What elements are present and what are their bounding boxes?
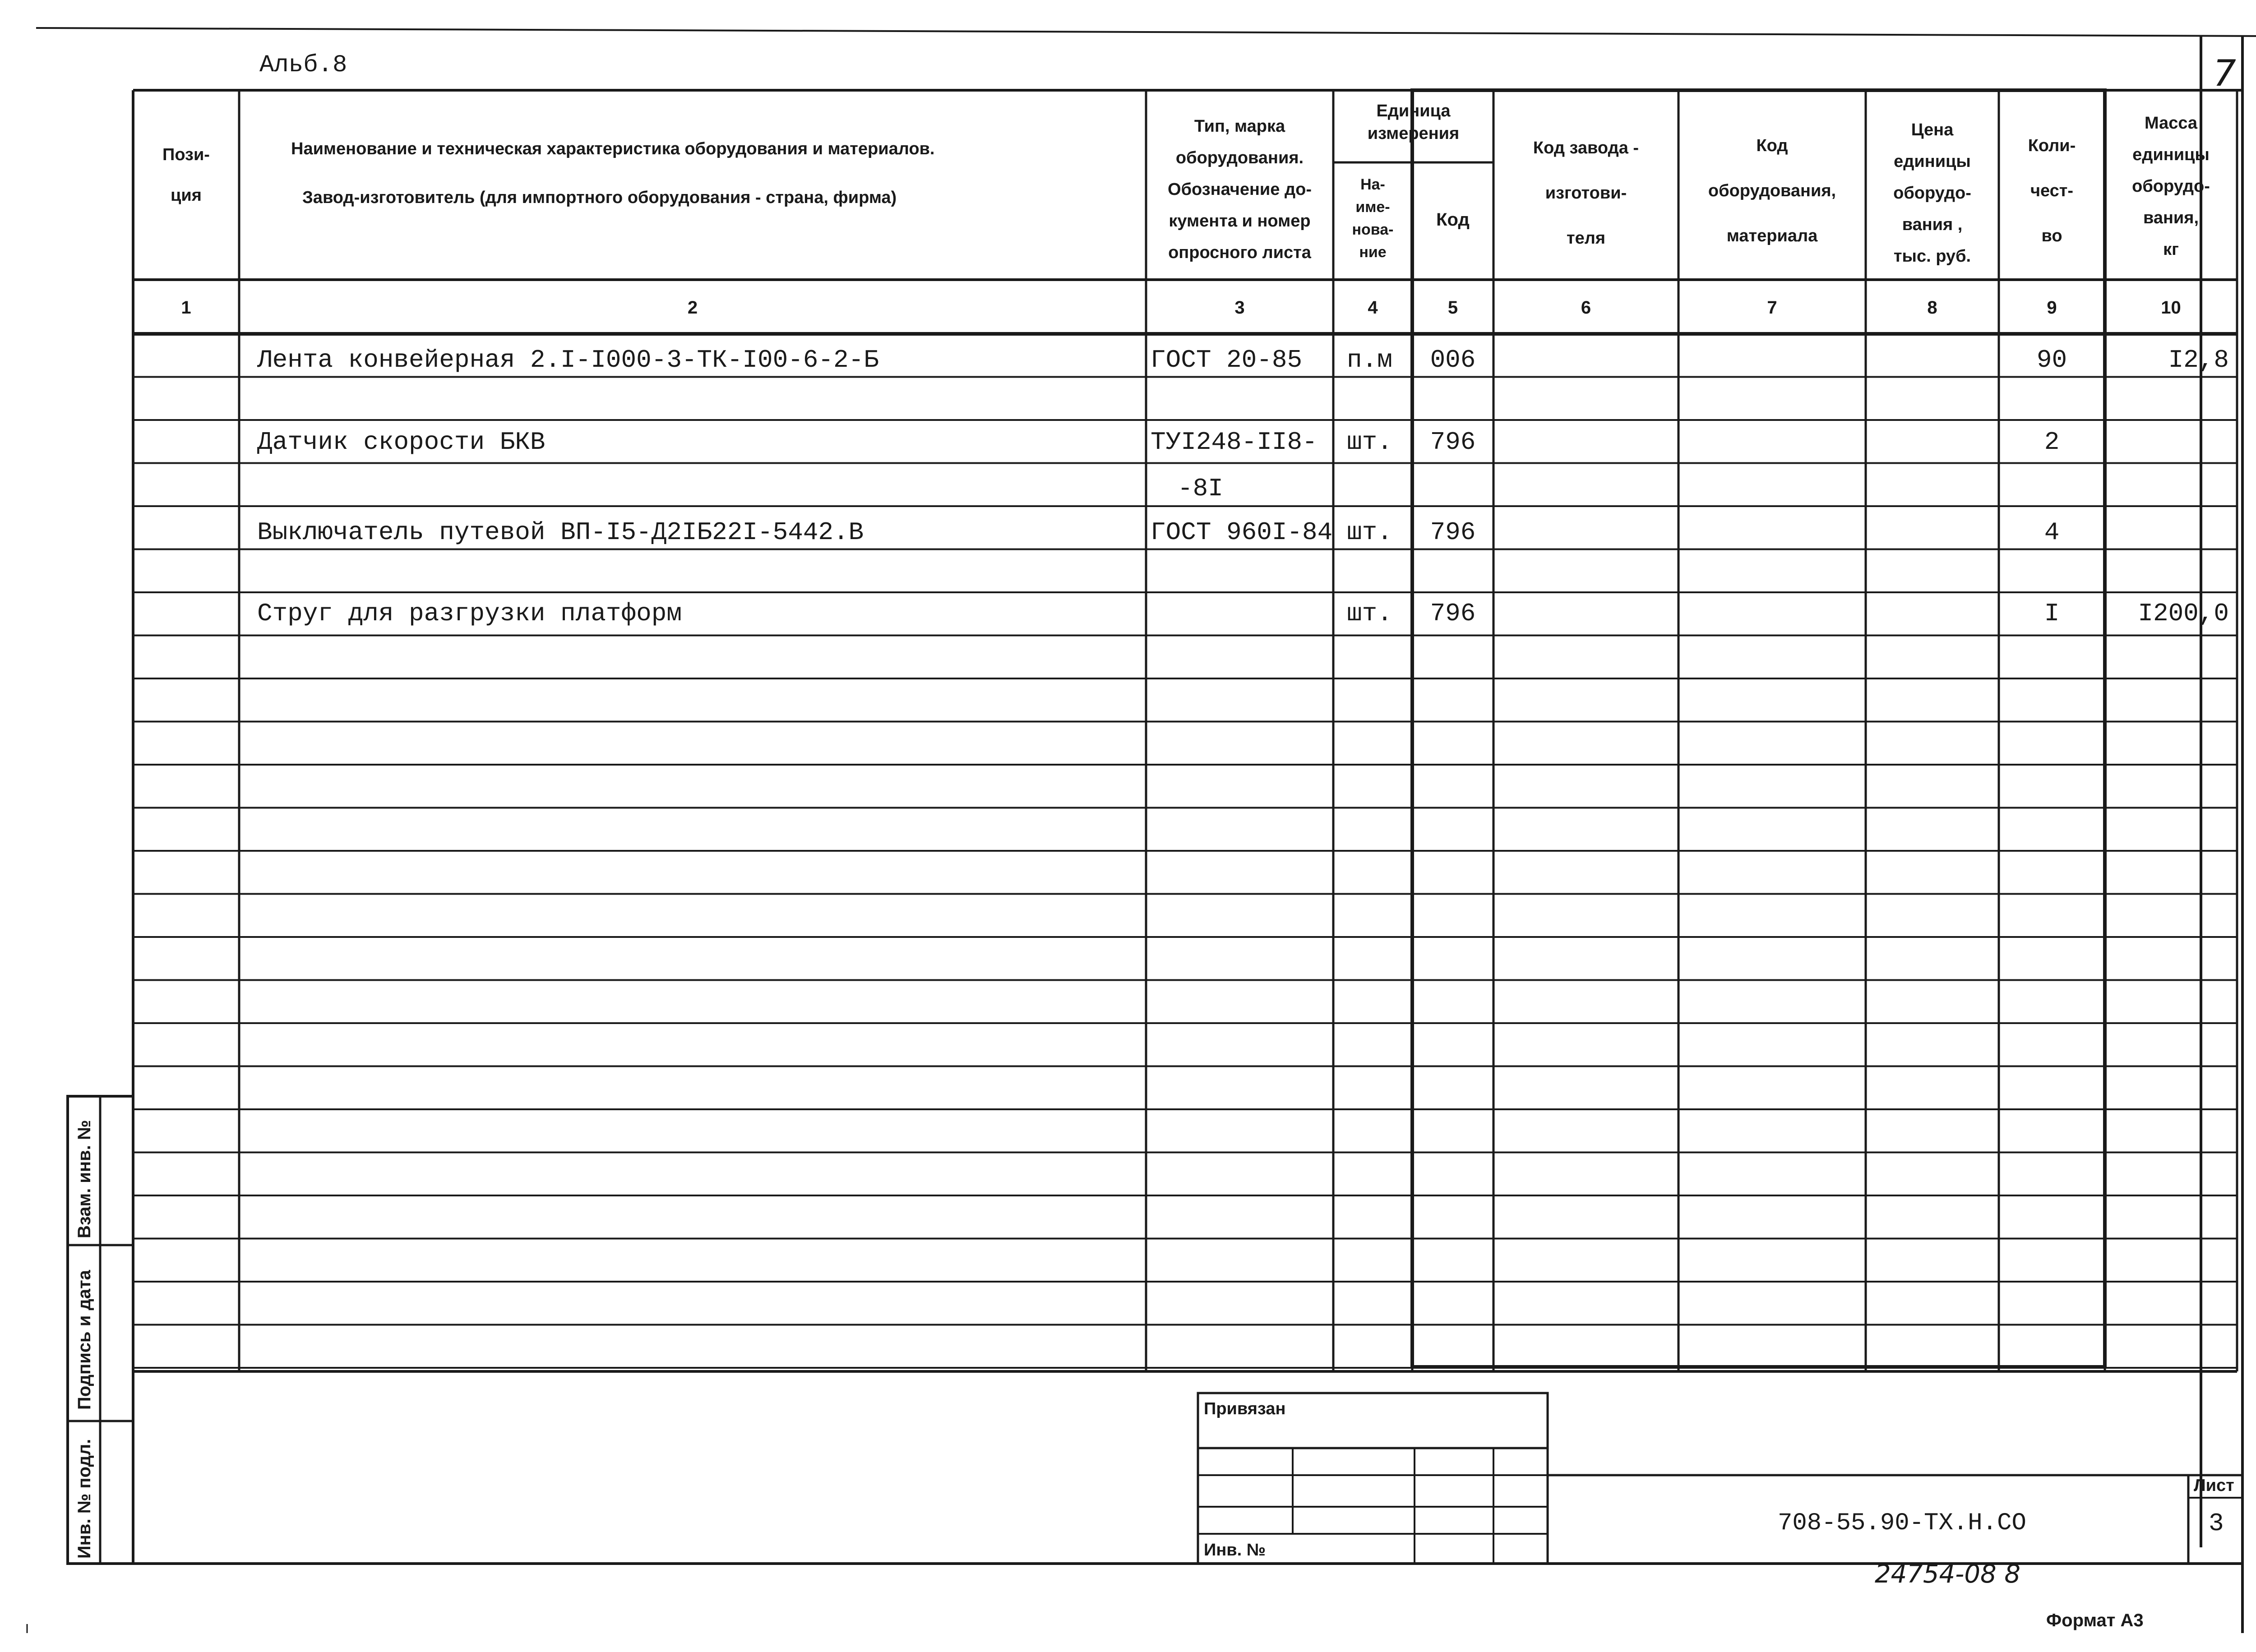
side-stamp-inventory: Инв. № подл.	[74, 1439, 94, 1559]
header-type-document: опросного листа	[1168, 243, 1311, 262]
row-unit-mass: I2,8	[2168, 346, 2229, 374]
row-item-name: Лента конвейерная 2.I-I000-3-ТК-I00-6-2-Б	[257, 346, 879, 374]
header-unit-group: измерения	[1367, 124, 1460, 143]
header-unit-price: тыс. руб.	[1893, 247, 1971, 266]
header-quantity: Коли-	[2028, 136, 2076, 155]
row-unit-code: 796	[1430, 518, 1476, 547]
row-unit-name: п.м	[1347, 346, 1392, 374]
header-position: Пози-	[162, 145, 210, 164]
side-stamp-replacement: Взам. инв. №	[74, 1120, 94, 1238]
row-unit-name: шт.	[1347, 428, 1392, 457]
header-unit-mass: Масса	[2144, 114, 2198, 133]
header-unit-name: име-	[1355, 198, 1390, 216]
row-unit-code: 796	[1430, 599, 1476, 628]
row-document: ТУI248-II8-	[1151, 428, 1318, 457]
header-type-document: кумента и номер	[1169, 212, 1311, 231]
table-header	[162, 102, 2210, 266]
specification-grid	[133, 90, 2237, 1371]
row-quantity: 4	[2044, 518, 2060, 547]
header-position: ция	[171, 186, 202, 205]
header-factory-code: теля	[1566, 229, 1606, 248]
row-unit-mass: I200,0	[2138, 599, 2229, 628]
header-unit-name: На-	[1360, 176, 1385, 193]
header-unit-mass: оборудо-	[2132, 177, 2210, 196]
row-unit-name: шт.	[1347, 518, 1392, 547]
row-quantity: 2	[2044, 428, 2060, 457]
column-number: 10	[2161, 298, 2181, 318]
header-factory-code: Код завода -	[1533, 138, 1639, 157]
frame-lines	[27, 28, 2256, 1633]
header-equipment-code: Код	[1756, 136, 1788, 155]
row-document: ГОСТ 20-85	[1151, 346, 1303, 374]
header-factory-code: изготови-	[1545, 184, 1627, 203]
column-number: 9	[2047, 298, 2057, 318]
column-number: 2	[687, 298, 698, 318]
header-equipment-code: материала	[1726, 226, 1818, 245]
bold-column-frame	[1412, 90, 2105, 1367]
column-number: 6	[1581, 298, 1591, 318]
column-number: 7	[1767, 298, 1777, 318]
header-unit-price: вания ,	[1902, 215, 1963, 234]
header-type-document: Обозначение до-	[1168, 180, 1312, 199]
table-body	[257, 346, 2229, 628]
header-unit-code: Код	[1436, 210, 1470, 230]
header-quantity: во	[2041, 226, 2062, 245]
title-block	[1198, 1393, 2242, 1564]
row-unit-code: 006	[1430, 346, 1476, 374]
header-name: Наименование и техническая характеристика оборудования и материалов.	[291, 139, 935, 158]
header-equipment-code: оборудования,	[1708, 181, 1836, 200]
handwritten-number: 24754-08 8	[1875, 1560, 2021, 1589]
column-number: 5	[1447, 298, 1458, 318]
header-type-document: Тип, марка	[1194, 117, 1285, 136]
header-type-document: оборудования.	[1175, 148, 1304, 167]
column-number: 1	[181, 298, 191, 318]
format-label: Формат А3	[2046, 1610, 2144, 1630]
side-stamp	[68, 1096, 133, 1564]
header-unit-group: Единица	[1376, 102, 1451, 120]
row-quantity: I	[2044, 599, 2060, 628]
page-corner-number: 7	[2213, 52, 2236, 94]
sheet-number: 3	[2209, 1509, 2224, 1538]
side-stamp-signature: Подпись и дата	[74, 1270, 94, 1410]
album-label: Альб.8	[259, 51, 347, 79]
row-document: ГОСТ 960I-84	[1151, 518, 1333, 547]
row-unit-name: шт.	[1347, 599, 1392, 628]
document-code: 708-55.90-ТХ.Н.СО	[1778, 1509, 2026, 1537]
sheet-label: Лист	[2194, 1476, 2234, 1495]
header-quantity: чест-	[2030, 181, 2074, 200]
header-name: Завод-изготовитель (для импортного оборудования - страна, фирма)	[302, 188, 897, 207]
column-number: 3	[1234, 298, 1245, 318]
inventory-label: Инв. №	[1204, 1541, 1266, 1560]
header-unit-name: ние	[1359, 244, 1387, 261]
header-unit-price: оборудо-	[1893, 184, 1971, 203]
header-unit-mass: вания,	[2143, 208, 2199, 227]
row-unit-code: 796	[1430, 428, 1476, 457]
header-unit-price: единицы	[1894, 152, 1971, 171]
header-unit-name: нова-	[1352, 221, 1394, 238]
row-item-name: Струг для разгрузки платформ	[257, 599, 682, 628]
bound-label: Привязан	[1204, 1399, 1286, 1418]
row-item-name: Выключатель путевой ВП-I5-Д2IБ22I-5442.В	[257, 518, 864, 547]
row-quantity: 90	[2036, 346, 2067, 374]
header-unit-price: Цена	[1911, 120, 1954, 139]
column-number: 4	[1368, 298, 1378, 318]
column-number-row	[181, 298, 2181, 318]
row-document-continuation: -8I	[1178, 474, 1223, 503]
row-item-name: Датчик скорости БКВ	[257, 428, 546, 457]
column-number: 8	[1927, 298, 1937, 318]
header-unit-mass: единицы	[2132, 145, 2210, 164]
header-unit-mass: кг	[2163, 240, 2179, 259]
